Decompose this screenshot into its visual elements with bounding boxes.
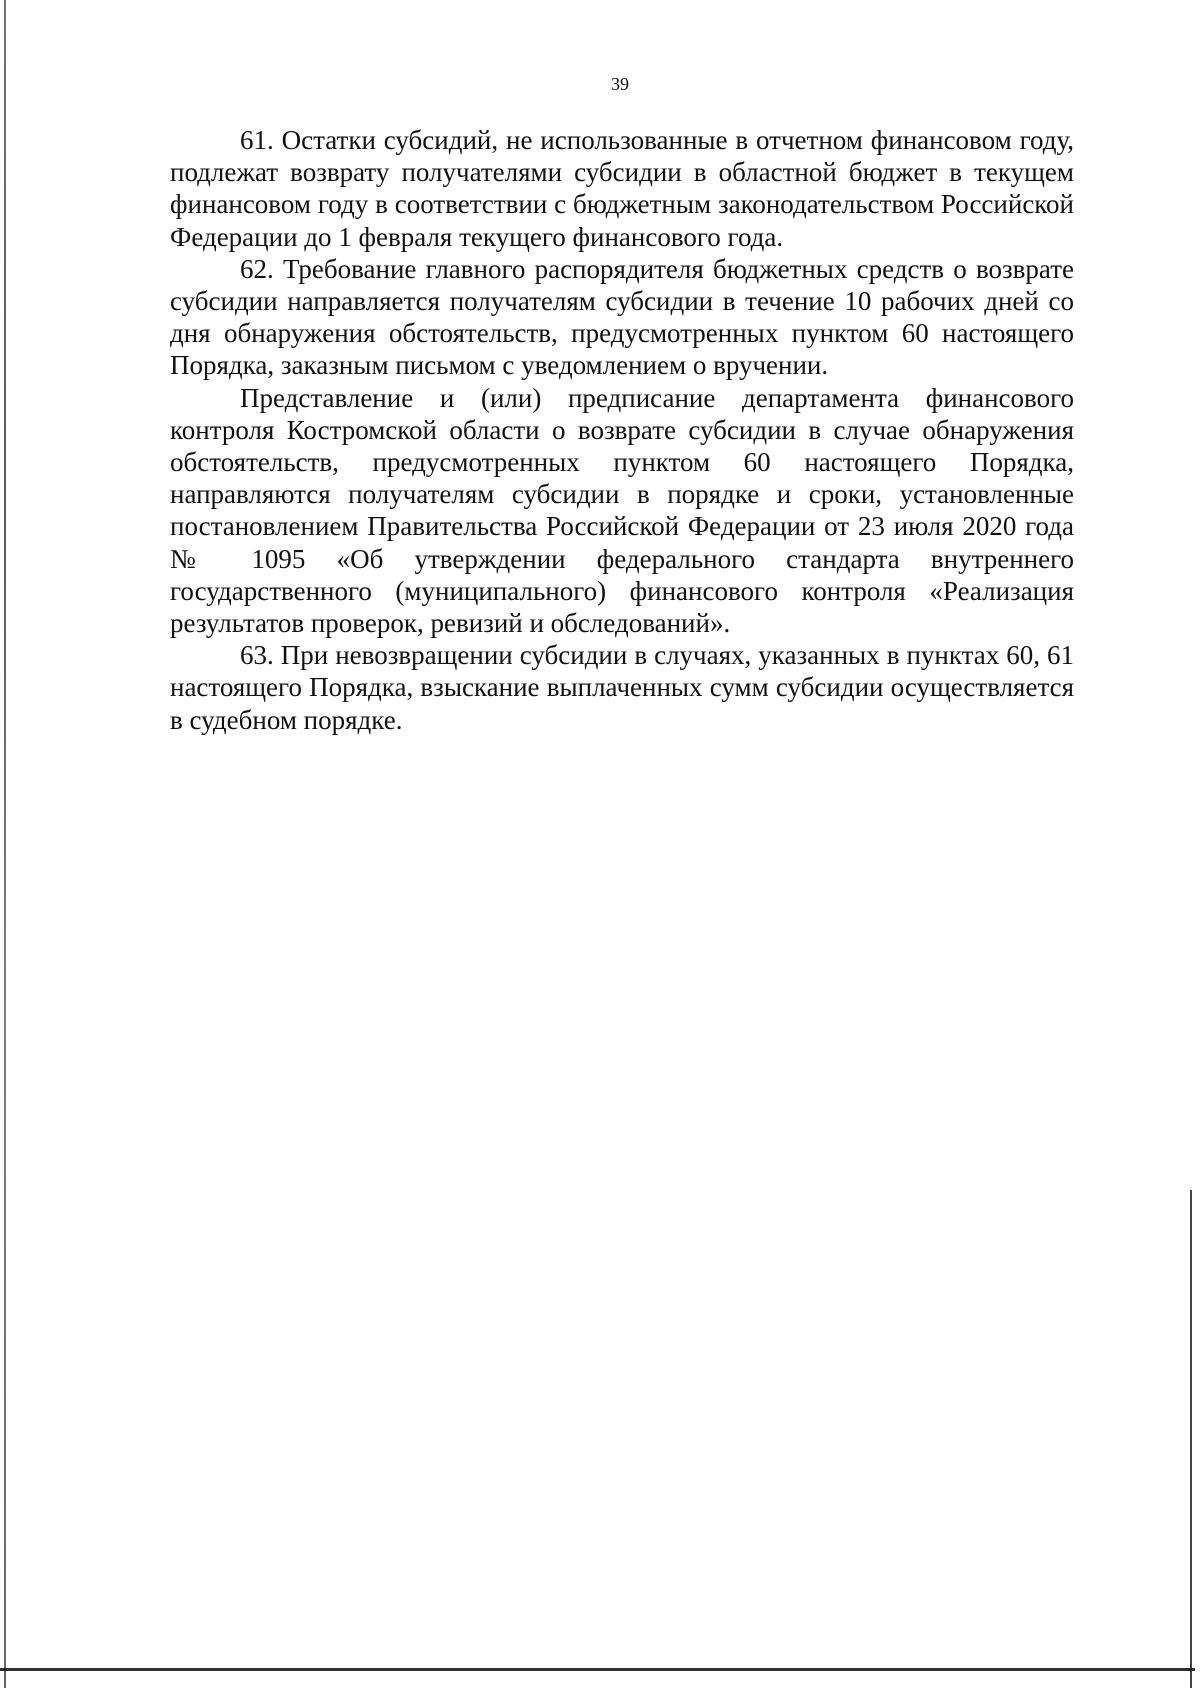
paragraph-63: 63. При невозвращении субсидии в случаях, указанных в пунктах 60, 61 настоящего Порядка, взыскание выплаченных сумм субсидии осуществляется в судебном порядке. [170,640,1074,735]
scan-left-edge [4,0,6,1688]
scan-right-edge [1190,1190,1192,1688]
document-body [170,124,1074,736]
paragraph-62: 62. Требование главного распорядителя бюджетных средств о возврате субсидии направляется получателям субсидии в течение 10 рабочих дней со дня обнаружения обстоятельств, предусмотренных пунктом 60 настоящего Порядка, заказным письмом с уведомлением о вручении. [170,253,1074,381]
scan-bottom-edge [0,1668,1195,1671]
paragraph-62-continued: Представление и (или) предписание департамента финансового контроля Костромской области о возврате субсидии в случае обнаружения обстоятельств, предусмотренных пунктом 60 настоящего Порядка, направляются получателям субсидии в порядке и сроки, установленные постановлением Правительства Российской Федерации от 23 июля 2020 года № 1095 «Об утверждении федерального стандарта внутреннего государственного (муниципального) финансового контроля «Реализация результатов проверок, ревизий и обследований». [170,382,1074,639]
page-number: 39 [611,74,629,94]
paragraph-61: 61. Остатки субсидий, не использованные в отчетном финансовом году, подлежат возврату получателями субсидии в областной бюджет в текущем финансовом году в соответствии с бюджетным законодательством Российской Федерации до 1 февраля текущего финансового года. [170,125,1074,252]
